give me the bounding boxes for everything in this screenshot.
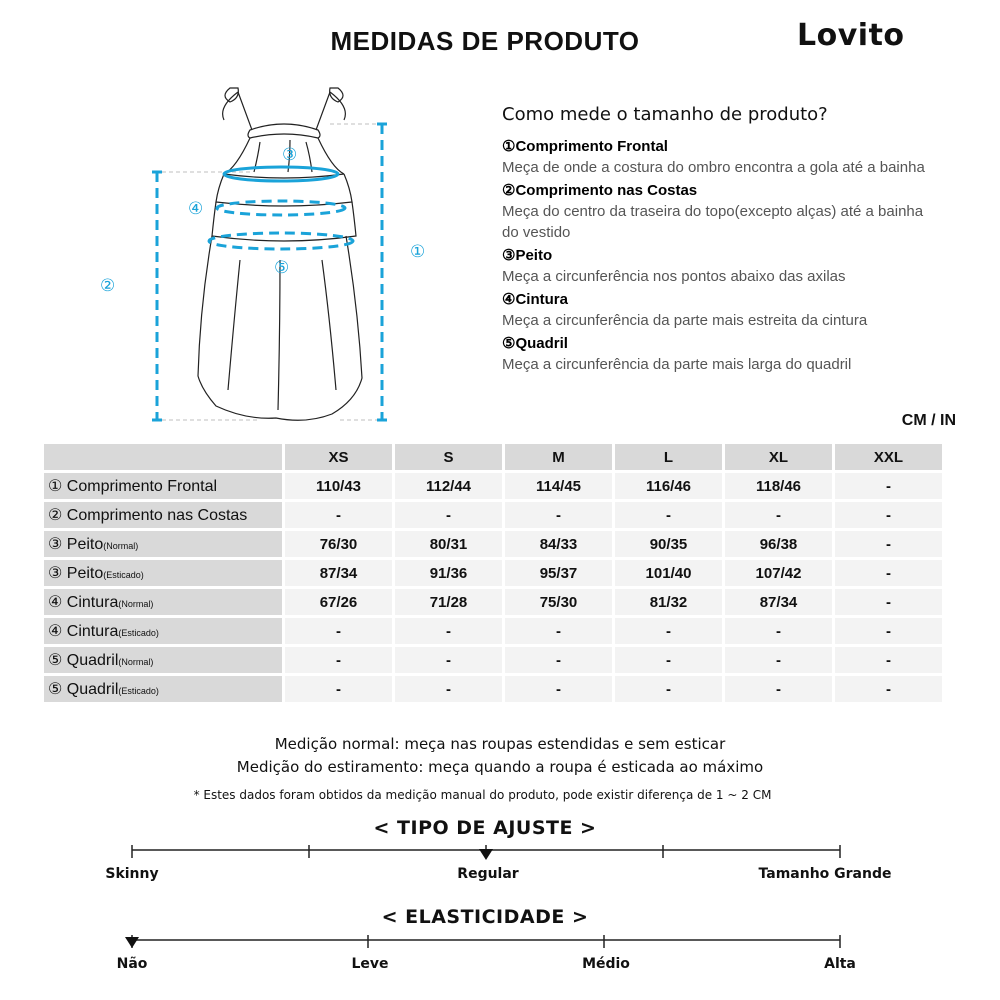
table-cell: - xyxy=(395,676,502,702)
row-label-text: ④ Cintura xyxy=(48,594,119,611)
table-cell: - xyxy=(505,676,612,702)
row-label-text: ③ Peito xyxy=(48,536,104,553)
size-header: S xyxy=(395,444,502,470)
table-cell: 87/34 xyxy=(285,560,392,586)
table-cell: 116/46 xyxy=(615,473,722,499)
table-row xyxy=(44,502,942,528)
size-header: XXL xyxy=(835,444,942,470)
table-cell: - xyxy=(285,647,392,673)
row-label-qualifier: (Esticado) xyxy=(118,686,159,696)
marker-waist: ④ xyxy=(188,199,204,219)
table-cell: - xyxy=(615,618,722,644)
row-label-qualifier: (Esticado) xyxy=(103,570,144,580)
table-cell: - xyxy=(835,531,942,557)
table-row xyxy=(44,618,942,644)
table-cell: 114/45 xyxy=(505,473,612,499)
size-header: XS xyxy=(285,444,392,470)
waist-ellipse xyxy=(217,201,345,215)
guide-item-hip: ⑤Quadril xyxy=(502,335,568,352)
table-cell: - xyxy=(725,676,832,702)
row-label-qualifier: (Normal) xyxy=(103,541,139,551)
guide-desc-back-length: Meça do centro da traseira do topo(excepto alças) até a bainha do vestido xyxy=(502,203,924,241)
elasticity-label-high: Alta xyxy=(824,956,856,972)
row-label-text: ⑤ Quadril xyxy=(48,652,119,669)
size-header-row xyxy=(44,444,942,470)
guide-item-back-length: ②Comprimento nas Costas xyxy=(502,182,698,199)
table-cell: 75/30 xyxy=(505,589,612,615)
table-cell: 95/37 xyxy=(505,560,612,586)
row-label-text: ③ Peito xyxy=(48,565,104,582)
row-label-text: ① Comprimento Frontal xyxy=(48,478,218,495)
row-label xyxy=(44,589,282,615)
row-label xyxy=(44,531,282,557)
table-cell: 71/28 xyxy=(395,589,502,615)
table-row xyxy=(44,676,942,702)
table-cell: - xyxy=(395,502,502,528)
table-cell: 80/31 xyxy=(395,531,502,557)
row-label-text: ② Comprimento nas Costas xyxy=(48,507,248,524)
table-cell: 110/43 xyxy=(285,473,392,499)
elasticity-title: < ELASTICIDADE > xyxy=(381,906,589,928)
guide-item-front-length: ①Comprimento Frontal xyxy=(502,138,668,155)
table-cell: - xyxy=(615,647,722,673)
row-label xyxy=(44,676,282,702)
table-cell: - xyxy=(835,618,942,644)
elasticity-scale xyxy=(0,928,1000,958)
table-cell: - xyxy=(615,502,722,528)
table-cell: - xyxy=(835,589,942,615)
table-cell: 67/26 xyxy=(285,589,392,615)
table-corner xyxy=(44,444,282,470)
row-label xyxy=(44,560,282,586)
elasticity-label-light: Leve xyxy=(351,956,389,972)
table-cell: - xyxy=(835,647,942,673)
table-row xyxy=(44,531,942,557)
marker-hip: ⑤ xyxy=(274,258,290,278)
table-cell: - xyxy=(835,676,942,702)
table-cell: - xyxy=(725,647,832,673)
table-cell: 76/30 xyxy=(285,531,392,557)
table-cell: 112/44 xyxy=(395,473,502,499)
guide-item-chest: ③Peito xyxy=(502,247,553,264)
brand-logo: Lovito xyxy=(797,18,905,53)
table-cell: - xyxy=(395,647,502,673)
table-cell: 90/35 xyxy=(615,531,722,557)
size-header: M xyxy=(505,444,612,470)
guide-desc-hip: Meça a circunferência da parte mais larga do quadril xyxy=(502,356,852,373)
measure-guide xyxy=(502,134,942,375)
table-cell: - xyxy=(505,502,612,528)
table-row xyxy=(44,560,942,586)
table-cell: - xyxy=(505,647,612,673)
row-label xyxy=(44,618,282,644)
elasticity-label-none: Não xyxy=(116,956,148,972)
page-title: MEDIDAS DE PRODUTO xyxy=(330,26,640,56)
size-header: L xyxy=(615,444,722,470)
table-cell: - xyxy=(835,502,942,528)
fit-label-oversize: Tamanho Grande xyxy=(758,866,892,882)
table-cell: 91/36 xyxy=(395,560,502,586)
table-cell: 118/46 xyxy=(725,473,832,499)
row-label-text: ⑤ Quadril xyxy=(48,681,119,698)
table-row xyxy=(44,589,942,615)
row-label xyxy=(44,502,282,528)
row-label-text: ④ Cintura xyxy=(48,623,119,640)
marker-front-length: ① xyxy=(410,242,426,262)
note-disclaimer: * Estes dados foram obtidos da medição manual do produto, pode existir diferença de 1 ~ 2 CM xyxy=(193,788,772,802)
guide-desc-chest: Meça a circunferência nos pontos abaixo das axilas xyxy=(502,268,846,285)
table-cell: 87/34 xyxy=(725,589,832,615)
table-cell: - xyxy=(835,560,942,586)
fit-label-regular: Regular xyxy=(457,866,519,882)
table-cell: - xyxy=(285,618,392,644)
table-cell: - xyxy=(285,502,392,528)
size-header: XL xyxy=(725,444,832,470)
elasticity-label-medium: Médio xyxy=(582,956,630,972)
note-normal: Medição normal: meça nas roupas estendidas e sem esticar xyxy=(274,735,726,753)
table-row xyxy=(44,473,942,499)
table-cell: - xyxy=(395,618,502,644)
note-stretch: Medição do estiramento: meça quando a roupa é esticada ao máximo xyxy=(236,758,764,776)
guide-desc-front-length: Meça de onde a costura do ombro encontra a gola até a bainha xyxy=(502,159,925,176)
table-cell: - xyxy=(615,676,722,702)
table-cell: 81/32 xyxy=(615,589,722,615)
table-cell: - xyxy=(835,473,942,499)
table-cell: 84/33 xyxy=(505,531,612,557)
table-cell: - xyxy=(725,618,832,644)
row-label-qualifier: (Esticado) xyxy=(118,628,159,638)
row-label xyxy=(44,473,282,499)
table-cell: 96/38 xyxy=(725,531,832,557)
measure-guide-title: Como mede o tamanho de produto? xyxy=(502,104,828,125)
row-label-qualifier: (Normal) xyxy=(118,599,154,609)
table-cell: 107/42 xyxy=(725,560,832,586)
fit-type-title: < TIPO DE AJUSTE > xyxy=(373,817,597,839)
fit-selected-marker xyxy=(479,849,493,860)
row-label-qualifier: (Normal) xyxy=(118,657,154,667)
guide-item-waist: ④Cintura xyxy=(502,291,568,308)
table-cell: 101/40 xyxy=(615,560,722,586)
table-row xyxy=(44,647,942,673)
table-cell: - xyxy=(505,618,612,644)
dress-measurement-diagram xyxy=(90,80,450,440)
marker-back-length: ② xyxy=(100,276,116,296)
dress-illustration xyxy=(198,88,362,420)
unit-label: CM / IN xyxy=(901,412,956,429)
size-table xyxy=(41,441,945,705)
elasticity-selected-marker xyxy=(125,937,139,948)
marker-chest: ③ xyxy=(282,145,298,165)
row-label xyxy=(44,647,282,673)
table-cell: - xyxy=(725,502,832,528)
guide-desc-waist: Meça a circunferência da parte mais estreita da cintura xyxy=(502,312,868,329)
fit-label-skinny: Skinny xyxy=(105,866,159,882)
chest-ellipse xyxy=(224,167,338,181)
table-cell: - xyxy=(285,676,392,702)
